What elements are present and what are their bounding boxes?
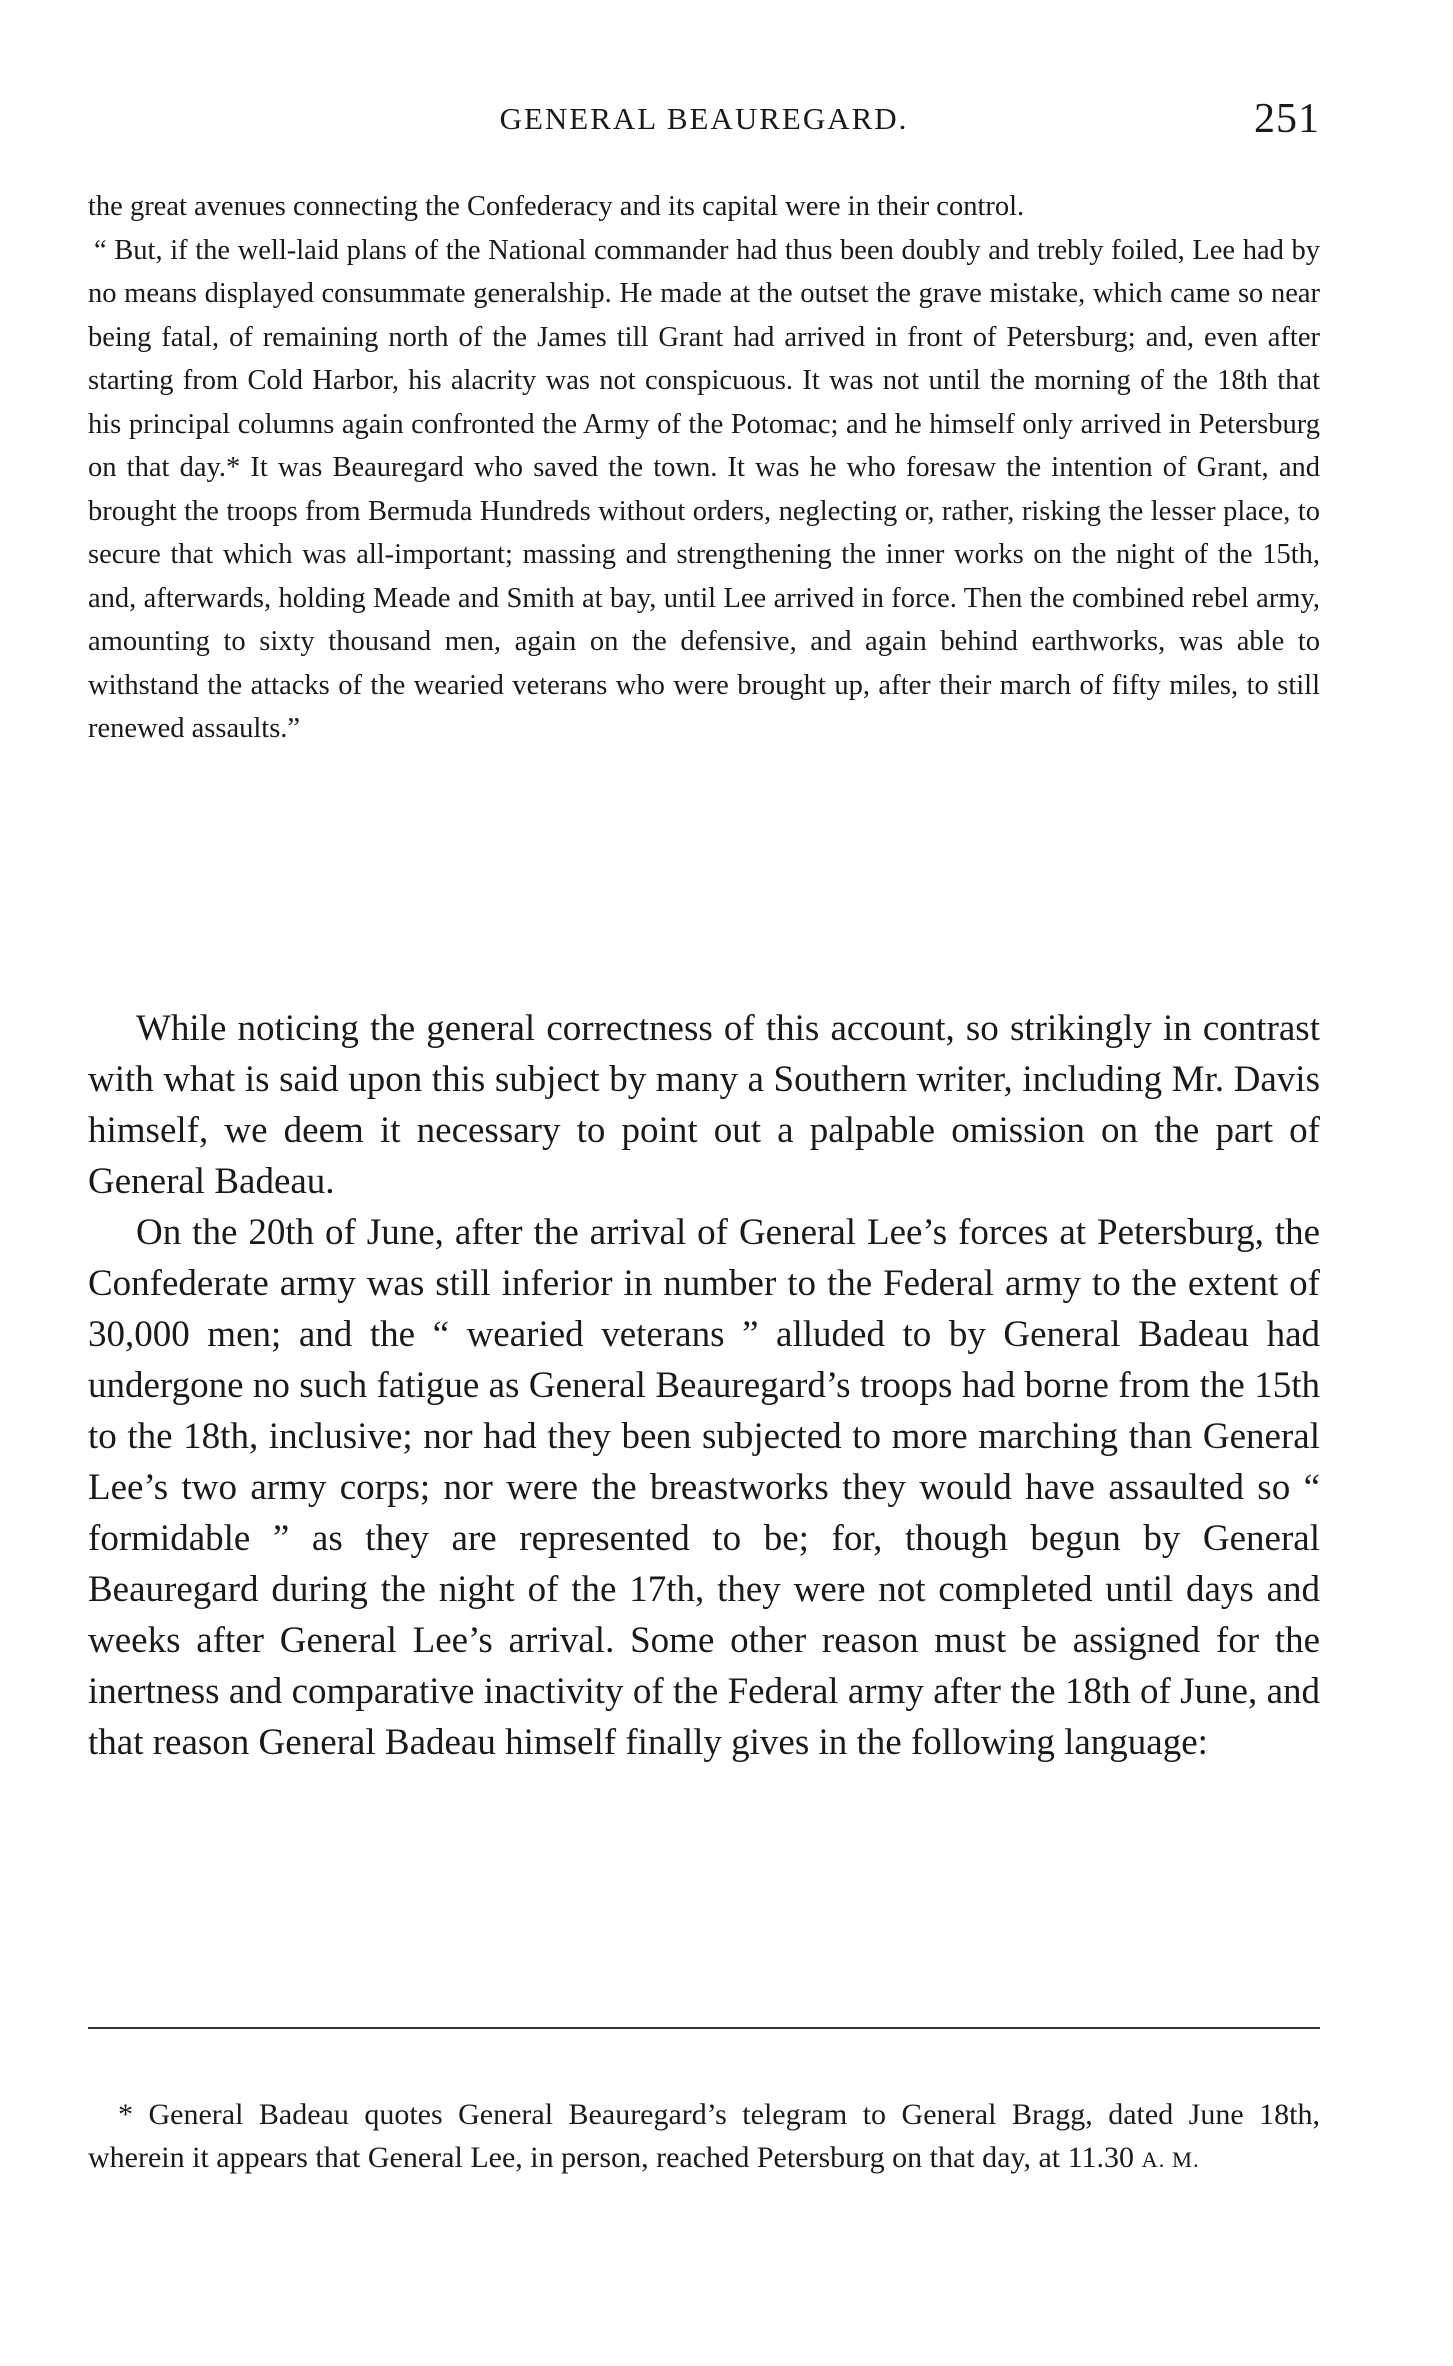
running-head (88, 95, 1320, 145)
footnote-paragraph (88, 2093, 1320, 2181)
footnote-time-suffix: A. M. (1141, 2147, 1200, 2172)
main-text (88, 1003, 1320, 1768)
footnote-text: * General Badeau quotes General Beauregard’s telegram to General Bragg, dated June 18th, wherein it appears that General Lee, in person, reached Petersburg on that day, at 11.30 (88, 2098, 1320, 2174)
quote-paragraph-continued: the great avenues connecting the Confederacy and its capital were in their control. (88, 191, 1025, 222)
page-number: 251 (1254, 96, 1320, 142)
footnote (88, 2093, 1320, 2181)
body-paragraph: While noticing the general correctness of this account, so strikingly in contrast with what is said upon this subject by many a Southern writer, including Mr. Davis himself, we deem it necessary to point out a palpable omission on the part of General Badeau. (88, 1008, 1320, 1202)
book-page (88, 0, 1320, 2366)
body-paragraph: On the 20th of June, after the arrival of General Lee’s forces at Petersburg, the Confederate army was still inferior in number to the Federal army to the extent of 30,000 men; and the “ wearied veterans ” alluded to by General Badeau had undergone no such fatigue as General Beauregard’s troops had borne from the 15th to the 18th, inclusive; nor had they been subjected to more marching than General Lee’s two army corps; nor were the breastworks they would have assaulted so “ formidable ” as they are represented to be; for, though begun by General Beauregard during the night of the 17th, they were not completed until days and weeks after General Lee’s arrival. Some other reason must be assigned for the inertness and comparative inactivity of the Federal army after the 18th of June, and that reason General Badeau himself finally gives in the following language: (88, 1212, 1320, 1763)
running-title: GENERAL BEAUREGARD. (499, 101, 909, 136)
quote-paragraph: “ But, if the well-laid plans of the National commander had thus been doubly and trebly foiled, Lee had by no means displayed consummate generalship. He made at the outset the grave mistake, which came so near being fatal, of remaining north of the James till Grant had arrived in front of Petersburg; and, even after starting from Cold Harbor, his alacrity was not conspicuous. It was not until the morning of the 18th that his principal columns again confronted the Army of the Potomac; and he himself only arrived in Petersburg on that day.* It was Beauregard who saved the town. It was he who foresaw the intention of Grant, and brought the troops from Bermuda Hundreds without orders, neglecting or, rather, risking the lesser place, to secure that which was all-important; massing and strengthening the inner works on the night of the 15th, and, afterwards, holding Meade and Smith at bay, until Lee arrived in force. Then the combined rebel army, amounting to sixty thousand men, again on the defensive, and again behind earthworks, was able to withstand the attacks of the wearied veterans who were brought up, after their march of fifty miles, to still renewed assaults.” (88, 234, 1320, 744)
footnote-rule (88, 2027, 1320, 2029)
quoted-passage (88, 185, 1320, 751)
